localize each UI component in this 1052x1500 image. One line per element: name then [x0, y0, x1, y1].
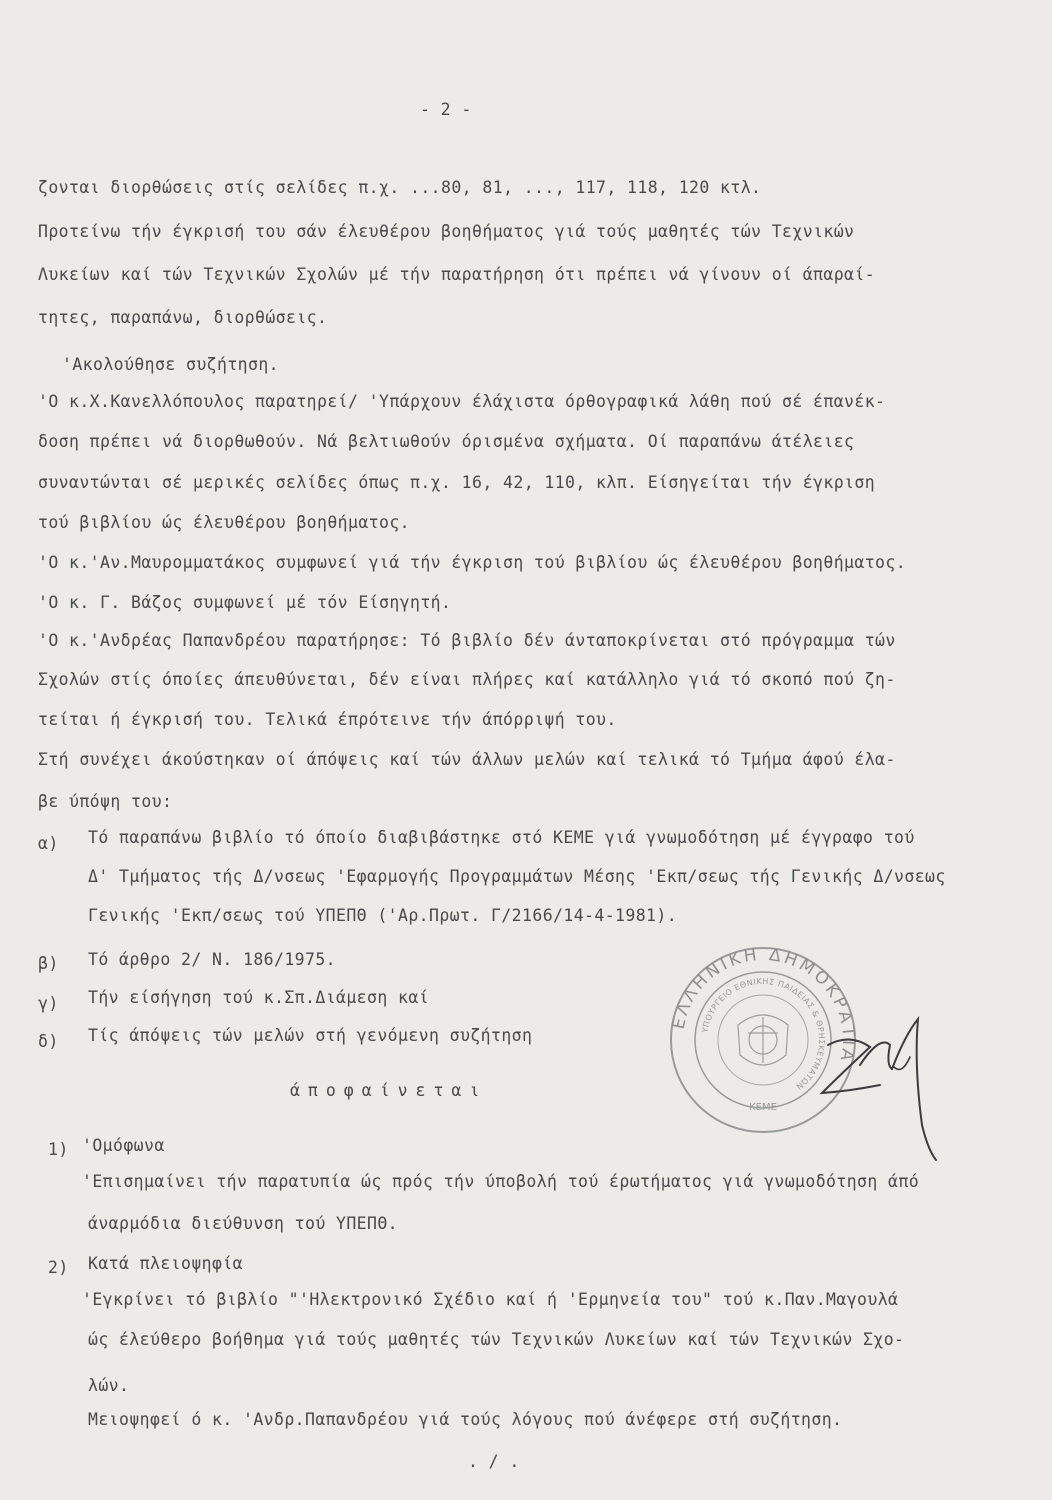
- text-line: βε ύπόψη του:: [38, 792, 173, 811]
- decides-heading: άποφαίνεται: [290, 1081, 488, 1100]
- consideration-line: Τήν είσήγηση τού κ.Σπ.Διάμεση καί: [88, 988, 430, 1007]
- consideration-label: α): [38, 834, 59, 853]
- decision-title: Κατά πλειοψηφία: [88, 1254, 244, 1273]
- consideration-line: Τίς άπόψεις τών μελών στή γενόμενη συζήτηση: [88, 1026, 533, 1045]
- decision-label: 2): [48, 1258, 69, 1277]
- stamp-bottom-text: ΚΕΜΕ: [749, 1102, 777, 1113]
- text-line: τείται ή έγκρισή του. Τελικά έπρότεινε τήν άπόρριψή του.: [38, 710, 617, 729]
- text-line: 'Ακολούθησε συζήτηση.: [62, 355, 280, 374]
- text-line: 'Ο κ.'Ανδρέας Παπανδρέου παρατήρησε: Τό βιβλίο δέν άνταποκρίνεται στό πρόγραμμα τών: [38, 631, 896, 650]
- signature: [810, 1005, 940, 1165]
- text-line: Προτείνω τήν έγκρισή του σάν έλευθέρου βοηθήματος γιά τούς μαθητές τών Τεχνικών: [38, 222, 855, 241]
- decision-line: Μειοψηφεί ό κ. 'Ανδρ.Παπανδρέου γιά τούς λόγους πού άνέφερε στή συζήτηση.: [88, 1410, 843, 1429]
- signature-stroke: [860, 1019, 936, 1160]
- decision-line: ώς έλεύθερο βοήθημα γιά τούς μαθητές τών Τεχνικών Λυκείων καί τών Τεχνικών Σχο-: [88, 1330, 905, 1349]
- decision-line: άναρμόδια διεύθυνση τού ΥΠΕΠΘ.: [88, 1214, 399, 1233]
- decision-line: λών.: [88, 1376, 130, 1395]
- text-line: 'Ο κ. Γ. Βάζος συμφωνεί μέ τόν Είσηγητή.: [38, 593, 452, 612]
- text-line: 'Ο κ.Χ.Κανελλόπουλος παρατηρεί/ 'Υπάρχουν έλάχιστα όρθογραφικά λάθη πού σέ έπανέκ-: [38, 392, 886, 411]
- consideration-line: Τό παραπάνω βιβλίο τό όποίο διαβιβάστηκε στό ΚΕΜΕ γιά γνωμοδότηση μέ έγγραφο τού: [88, 828, 915, 847]
- stamp-inner-text: ΥΠΟΥΡΓΕΙΟ ΕΘΝΙΚΗΣ ΠΑΙΔΕΙΑΣ & ΘΡΗΣΚΕΥΜΑΤΩΝ: [700, 976, 827, 1092]
- text-line: Λυκείων καί τών Τεχνικών Σχολών μέ τήν παρατήρηση ότι πρέπει νά γίνουν οί άπαραί-: [38, 265, 876, 284]
- text-line: τητες, παραπάνω, διορθώσεις.: [38, 308, 328, 327]
- consideration-line: Τό άρθρο 2/ Ν. 186/1975.: [88, 950, 337, 969]
- text-line: 'Ο κ.'Αν.Μαυρομματάκος συμφωνεί γιά τήν έγκριση τού βιβλίου ώς έλευθέρου βοηθήματος.: [38, 553, 907, 572]
- consideration-label: β): [38, 954, 59, 973]
- text-line: δοση πρέπει νά διορθωθούν. Νά βελτιωθούν όρισμένα σχήματα. Οί παραπάνω άτέλειες: [38, 432, 855, 451]
- stamp-emblem: [738, 1015, 788, 1065]
- text-line: τού βιβλίου ώς έλευθέρου βοηθήματος.: [38, 513, 411, 532]
- decision-line: 'Επισημαίνει τήν παρατυπία ώς πρός τήν ύποβολή τού έρωτήματος γιά γνωμοδότηση άπό: [82, 1172, 920, 1191]
- text-line: Στή συνέχει άκούστηκαν οί άπόψεις καί τών άλλων μελών καί τελικά τό Τμήμα άφού έλα-: [38, 750, 896, 769]
- signature-stroke: [822, 1039, 880, 1093]
- consideration-line: Γενικής 'Εκπ/σεως τού ΥΠΕΠΘ ('Αρ.Πρωτ. Γ/2166/14-4-1981).: [88, 906, 678, 925]
- continuation-mark: . / .: [468, 1452, 520, 1471]
- consideration-label: δ): [38, 1032, 59, 1051]
- stamp-outer-text: ΕΛΛΗΝΙΚΗ ΔΗΜΟΚΡΑΤΙΑ: [668, 945, 858, 1066]
- text-line: ζονται διορθώσεις στίς σελίδες π.χ. ...80, 81, ..., 117, 118, 120 κτλ.: [38, 178, 762, 197]
- text-line: Σχολών στίς όποίες άπευθύνεται, δέν είναι πλήρες καί κατάλληλο γιά τό σκοπό πού ζη-: [38, 670, 896, 689]
- text-line: συναντώνται σέ μερικές σελίδες όπως π.χ. 16, 42, 110, κλπ. Είσηγείται τήν έγκριση: [38, 473, 876, 492]
- decision-label: 1): [48, 1140, 69, 1159]
- decision-title: 'Ομόφωνα: [82, 1136, 165, 1155]
- consideration-label: γ): [38, 994, 59, 1013]
- page-number: - 2 -: [420, 100, 472, 119]
- consideration-line: Δ' Τμήματος τής Δ/νσεως 'Εφαρμογής Προγραμμάτων Μέσης 'Εκπ/σεως τής Γενικής Δ/νσεως: [88, 867, 946, 886]
- decision-line: 'Εγκρίνει τό βιβλίο "'Ηλεκτρονικό Σχέδιο καί ή 'Ερμηνεία του" τού κ.Παν.Μαγουλά: [82, 1290, 899, 1309]
